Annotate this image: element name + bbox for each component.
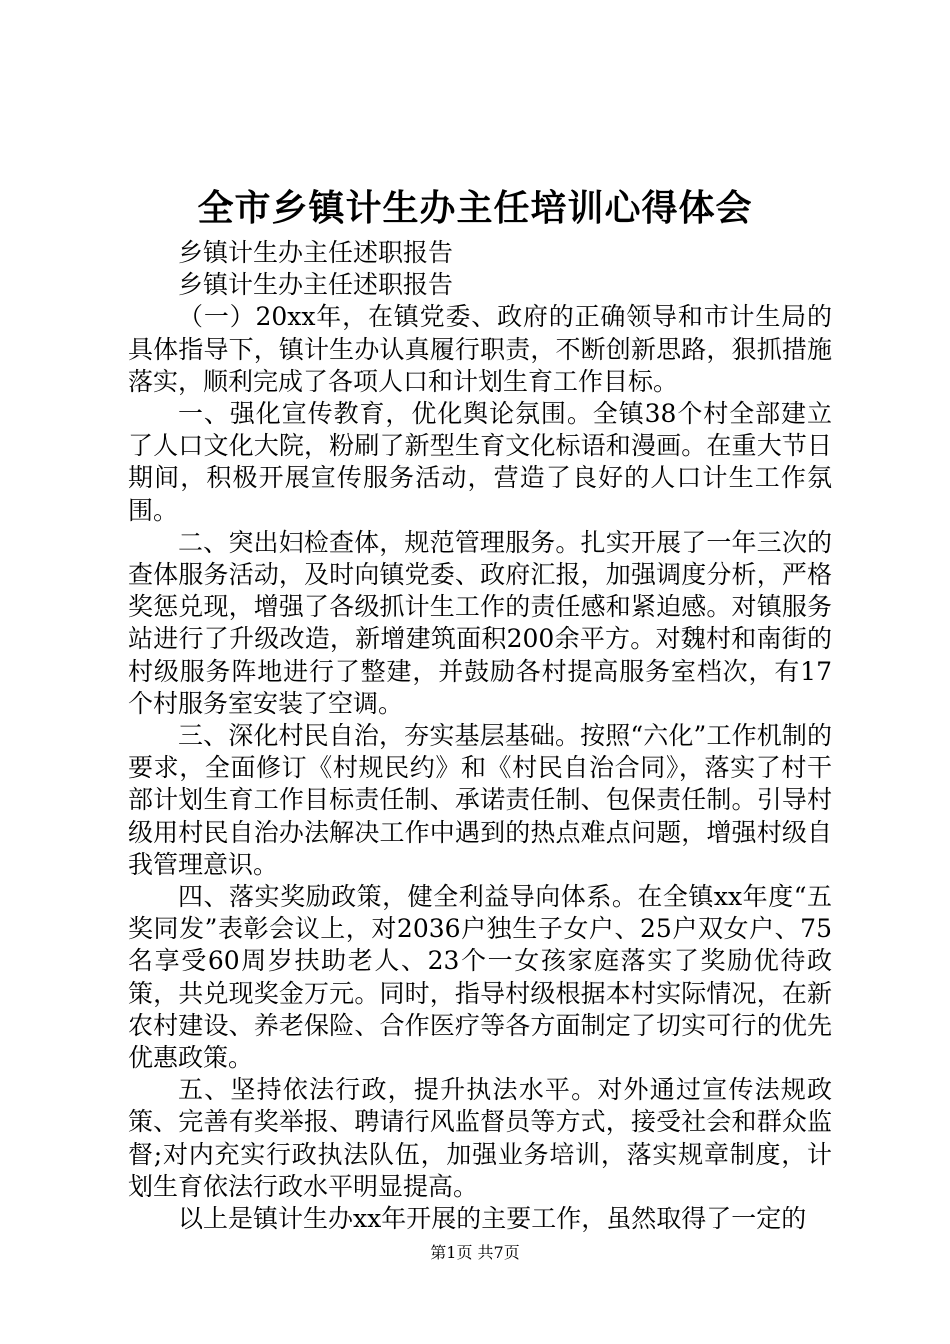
page-number-footer: 第1页 共7页 bbox=[430, 1243, 520, 1262]
body-paragraph: 五、坚持依法行政，提升执法水平。对外通过宣传法规政策、完善有奖举报、聘请行风监督员等方式，接受社会和群众监督;对内充实行政执法队伍，加强业务培训，落实规章制度，计划生育依法行政水平明显提高。 bbox=[128, 1075, 832, 1201]
document-body bbox=[128, 237, 832, 1235]
body-paragraph: 一、强化宣传教育，优化舆论氛围。全镇38个村全部建立了人口文化大院，粉刷了新型生育文化标语和漫画。在重大节日期间，积极开展宣传服务活动，营造了良好的人口计生工作氛围。 bbox=[128, 399, 832, 525]
body-paragraph: 以上是镇计生办xx年开展的主要工作，虽然取得了一定的 bbox=[178, 1204, 807, 1234]
body-paragraph: 二、突出妇检查体，规范管理服务。扎实开展了一年三次的查体服务活动，及时向镇党委、政府汇报，加强调度分析，严格奖惩兑现，增强了各级抓计生工作的责任感和紧迫感。对镇服务站进行了升级改造，新增建筑面积200余平方。对魏村和南街的村级服务阵地进行了整建，并鼓励各村提高服务室档次，有17个村服务室安装了空调。 bbox=[128, 527, 832, 718]
document-title: 全市乡镇计生办主任培训心得体会 bbox=[197, 187, 753, 229]
body-paragraph: 四、落实奖励政策，健全利益导向体系。在全镇xx年度“五奖同发”表彰会议上，对2036户独生子女户、25户双女户、75名享受60周岁扶助老人、23个一女孩家庭落实了奖励优待政策，共兑现奖金万元。同时，指导村级根据本村实际情况，在新农村建设、养老保险、合作医疗等各方面制定了切实可行的优先优惠政策。 bbox=[128, 882, 832, 1073]
body-paragraph: 三、深化村民自治，夯实基层基础。按照“六化”工作机制的要求，全面修订《村规民约》和《村民自治合同》，落实了村干部计划生育工作目标责任制、承诺责任制、包保责任制。引导村级用村民自治办法解决工作中遇到的热点难点问题，增强村级自我管理意识。 bbox=[128, 721, 832, 879]
subtitle-line: 乡镇计生办主任述职报告 bbox=[178, 270, 454, 300]
subtitle-line: 乡镇计生办主任述职报告 bbox=[178, 238, 454, 267]
body-paragraph: （一）20xx年，在镇党委、政府的正确领导和市计生局的具体指导下，镇计生办认真履行职责，不断创新思路，狠抓措施落实，顺利完成了各项人口和计划生育工作目标。 bbox=[128, 302, 832, 396]
